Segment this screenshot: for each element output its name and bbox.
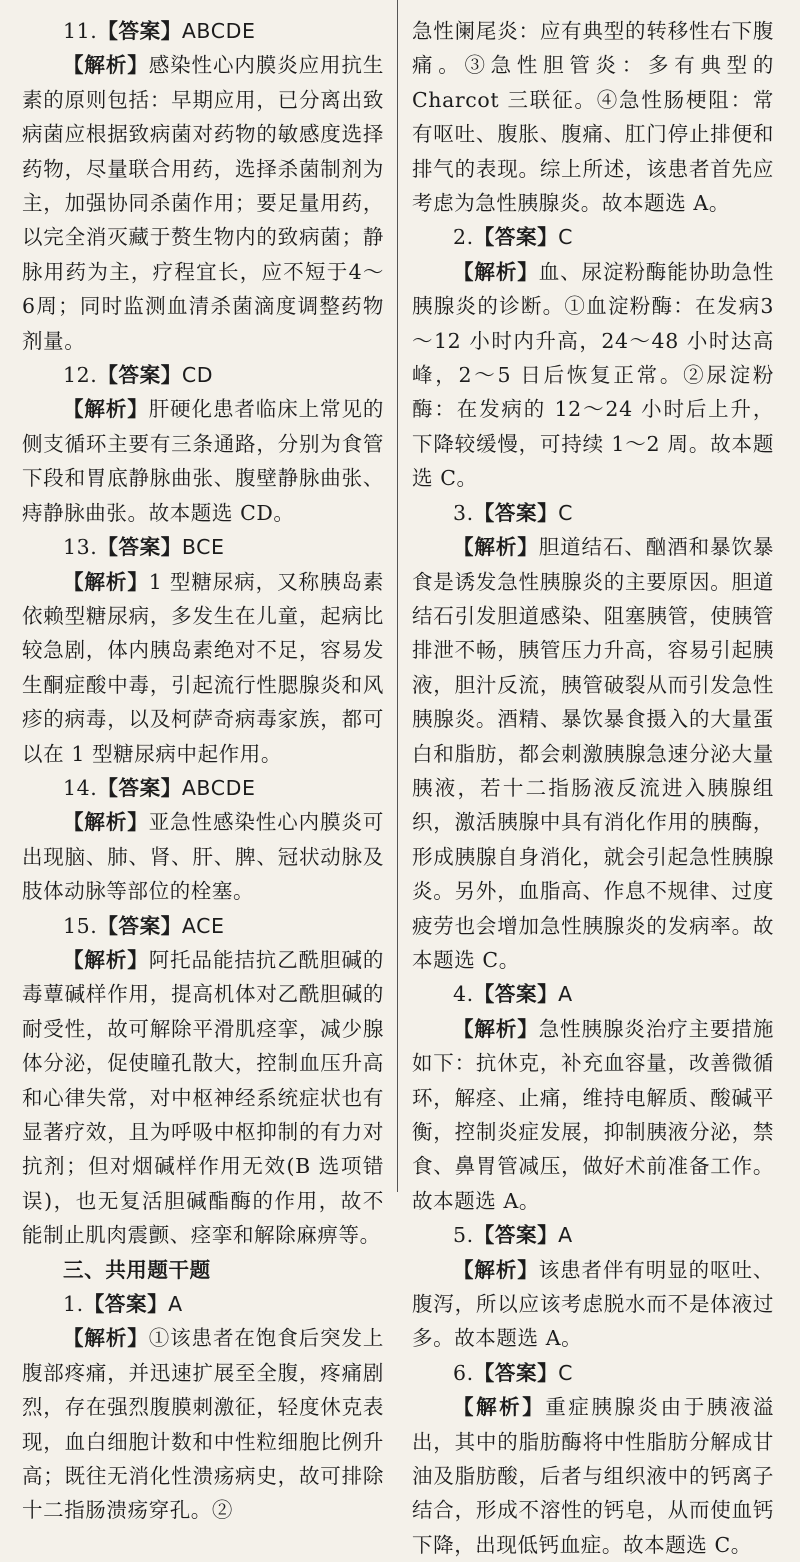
- explanation-paragraph: [22, 1321, 384, 1527]
- explanation-tag: 【解析】: [63, 947, 149, 972]
- answer-line: [22, 530, 384, 564]
- continued-paragraph: 急性阑尾炎：应有典型的转移性右下腹痛。③急性胆管炎：多有典型的 Charcot 三联征。④急性肠梗阻：常有呕吐、腹胀、腹痛、肛门停止排便和排气的表现。综上所述，该患者首先应考虑为急性胰腺炎。故本题选 A。: [412, 19, 774, 216]
- explanation-paragraph: [22, 805, 384, 908]
- answer-line: [412, 1356, 774, 1390]
- explanation-paragraph: [22, 943, 384, 1253]
- answer-value: CD: [181, 363, 214, 388]
- explanation-paragraph: [412, 255, 774, 496]
- question-number: 6.: [453, 1360, 474, 1385]
- explanation-text: 感染性心内膜炎应用抗生素的原则包括：早期应用，已分离出致病菌应根据致病菌对药物的敏感度选择药物，尽量联合用药，选择杀菌制剂为主，加强协同杀菌作用；要足量用药，以完全消灭藏于赘生物内的致病菌；静脉用药为主，疗程宜长，应不短于4～6周；同时监测血清杀菌滴度调整药物剂量。: [22, 53, 384, 353]
- answer-line: [22, 909, 384, 943]
- section-heading: 三、共用题干题: [63, 1257, 211, 1282]
- explanation-text: 阿托品能拮抗乙酰胆碱的毒蕈碱样作用，提高机体对乙酰胆碱的耐受性，故可解除平滑肌痉挛，减少腺体分泌，促使瞳孔散大，控制血压升高和心律失常，对中枢神经系统症状也有显著疗效，且为呼吸中枢抑制的有力对抗剂；但对烟碱样作用无效(B 选项错误)，也无复活胆碱酯酶的作用，故不能制止肌肉震颤、痉挛和解除麻痹等。: [22, 947, 384, 1248]
- explanation-tag: 【解析】: [63, 397, 149, 422]
- question-number: 13.: [63, 535, 98, 560]
- explanation-tag: 【解析】: [63, 53, 149, 78]
- answer-value: C: [558, 225, 574, 250]
- answer-line: [412, 220, 774, 254]
- explanation-text: 肝硬化患者临床上常见的侧支循环主要有三条通路，分别为食管下段和胃底静脉曲张、腹壁静脉曲张、痔静脉曲张。故本题选 CD。: [22, 397, 384, 525]
- explanation-text: 急性胰腺炎治疗主要措施如下：抗休克，补充血容量，改善微循环，解痉、止痛，维持电解质、酸碱平衡，控制炎症发展，抑制胰液分泌，禁食、鼻胃管减压，做好术前准备工作。故本题选 A。: [412, 1016, 774, 1213]
- explanation-paragraph: [412, 1012, 774, 1218]
- explanation-text: 亚急性感染性心内膜炎可出现脑、肺、肾、肝、脾、冠状动脉及肢体动脉等部位的栓塞。: [22, 810, 384, 904]
- answer-line: [22, 771, 384, 805]
- explanation-tag: 【解析】: [453, 1395, 546, 1420]
- explanation-text: 血、尿淀粉酶能协助急性胰腺炎的诊断。①血淀粉酶：在发病3～12 小时内升高，24～48 小时达高峰，2～5 日后恢复正常。②尿淀粉酶：在发病的 12～24 小时后上升，下降较缓慢，可持续 1～2 周。故本题选 C。: [412, 259, 774, 491]
- answer-value: A: [558, 982, 573, 1007]
- right-column: [412, 14, 774, 1557]
- answer-line: [22, 358, 384, 392]
- answer-value: C: [558, 1360, 574, 1385]
- explanation-text: 重症胰腺炎由于胰液溢出，其中的脂肪酶将中性脂肪分解成甘油及脂肪酸，后者与组织液中的钙离子结合，形成不溶性的钙皂，从而使血钙下降，出现低钙血症。故本题选 C。: [412, 1395, 774, 1557]
- explanation-text: ①该患者在饱食后突发上腹部疼痛，并迅速扩展至全腹，疼痛剧烈，存在强烈腹膜刺激征，轻度休克表现，血白细胞计数和中性粒细胞比例升高；既往无消化性溃疡病史，故可排除十二指肠溃疡穿孔。②: [22, 1326, 384, 1523]
- answer-tag: 【答案】: [473, 1223, 559, 1248]
- answer-value: A: [168, 1292, 183, 1317]
- answer-tag: 【答案】: [97, 775, 182, 800]
- answer-value: ABCDE: [181, 19, 256, 43]
- answer-line: [412, 977, 774, 1011]
- explanation-paragraph: [412, 1390, 774, 1562]
- question-number: 15.: [63, 913, 98, 938]
- answer-tag: 【答案】: [473, 500, 559, 525]
- answer-tag: 【答案】: [97, 19, 182, 43]
- explanation-tag: 【解析】: [453, 259, 539, 284]
- question-number: 3.: [453, 500, 474, 525]
- answer-tag: 【答案】: [83, 1292, 169, 1317]
- question-number: 11.: [63, 19, 98, 43]
- answer-tag: 【答案】: [97, 363, 182, 388]
- left-column: [22, 14, 384, 1523]
- answer-line: [22, 1287, 384, 1321]
- explanation-paragraph: [412, 1253, 774, 1356]
- explanation-paragraph: [22, 48, 384, 358]
- explanation-tag: 【解析】: [63, 1326, 149, 1351]
- answer-value: C: [558, 500, 574, 525]
- answer-tag: 【答案】: [473, 1360, 559, 1385]
- answer-value: A: [558, 1223, 573, 1248]
- column-divider: [397, 0, 398, 1192]
- answer-tag: 【答案】: [473, 225, 559, 250]
- answer-value: ABCDE: [181, 775, 256, 800]
- question-number: 2.: [453, 225, 474, 250]
- explanation-text: 1 型糖尿病，又称胰岛素依赖型糖尿病，多发生在儿童，起病比较急剧，体内胰岛素绝对不足，容易发生酮症酸中毒，引起流行性腮腺炎和风疹的病毒，以及柯萨奇病毒家族，都可以在 1 型糖尿病中起作用。: [22, 569, 384, 766]
- explanation-text: 该患者伴有明显的呕吐、腹泻，所以应该考虑脱水而不是体液过多。故本题选 A。: [412, 1257, 774, 1351]
- answer-tag: 【答案】: [97, 913, 182, 938]
- question-number: 5.: [453, 1223, 474, 1248]
- question-number: 1.: [63, 1292, 84, 1317]
- question-number: 12.: [63, 363, 98, 388]
- answer-tag: 【答案】: [473, 982, 559, 1007]
- explanation-tag: 【解析】: [63, 810, 149, 835]
- question-number: 4.: [453, 982, 474, 1007]
- explanation-paragraph: [22, 392, 384, 530]
- answer-value: BCE: [181, 535, 225, 560]
- explanation-text: 胆道结石、酗酒和暴饮暴食是诱发急性胰腺炎的主要原因。胆道结石引发胆道感染、阻塞胰管，使胰管排泄不畅，胰管压力升高，容易引起胰液，胆汁反流，胰管破裂从而引发急性胰腺炎。酒精、暴饮暴食摄入的大量蛋白和脂肪，都会刺激胰腺急速分泌大量胰液，若十二指肠液反流进入胰腺组织，激活胰腺中具有消化作用的胰酶，形成胰腺自身消化，就会引起急性胰腺炎。另外，血脂高、作息不规律、过度疲劳也会增加急性胰腺炎的发病率。故本题选 C。: [412, 535, 774, 972]
- question-number: 14.: [63, 775, 98, 800]
- explanation-tag: 【解析】: [453, 1016, 539, 1041]
- answer-line: [412, 1218, 774, 1252]
- answer-line: [22, 14, 384, 48]
- answer-value: ACE: [181, 913, 225, 938]
- explanation-tag: 【解析】: [63, 569, 149, 594]
- explanation-paragraph: [22, 565, 384, 771]
- explanation-tag: 【解析】: [453, 1257, 539, 1282]
- explanation-paragraph: [412, 530, 774, 977]
- answer-line: [412, 496, 774, 530]
- explanation-tag: 【解析】: [453, 535, 539, 560]
- answer-tag: 【答案】: [97, 535, 182, 560]
